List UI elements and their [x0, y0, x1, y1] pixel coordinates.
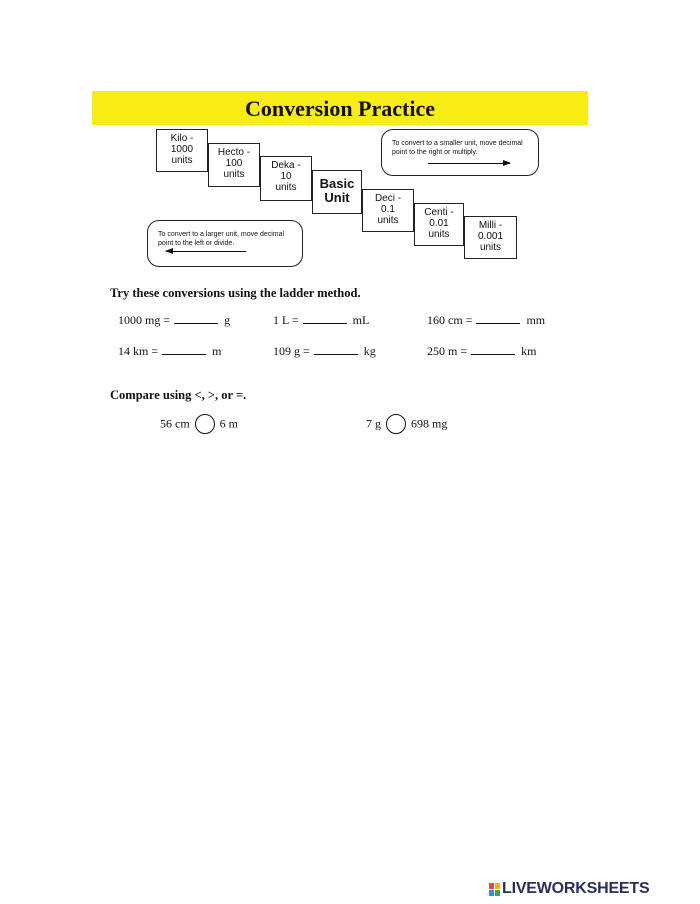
conversion-problem [427, 313, 545, 328]
ladder-step-basic: Basic Unit [312, 170, 362, 214]
comparison-answer-circle[interactable] [195, 414, 215, 434]
conversion-left: 250 m = [427, 344, 468, 358]
ladder-step-milli: Milli - 0.001 units [464, 216, 517, 259]
conversion-left: 109 g = [273, 344, 310, 358]
logo-text: LIVEWORKSHEETS [502, 880, 650, 897]
conversion-unit: m [212, 344, 222, 358]
conversion-problem [273, 313, 369, 328]
conversion-left: 1000 mg = [118, 313, 171, 327]
conversion-unit: g [224, 313, 231, 327]
answer-blank[interactable] [174, 313, 218, 324]
comparison-answer-circle[interactable] [386, 414, 406, 434]
answer-blank[interactable] [314, 344, 358, 355]
comparison-right: 6 m [219, 416, 239, 431]
conversion-problem [273, 344, 376, 359]
liveworksheets-logo-icon [489, 883, 500, 896]
compare-heading: Compare using <, >, or =. [110, 388, 247, 402]
comparison-left: 7 g [366, 416, 381, 431]
conversion-problem [118, 344, 221, 359]
title-bar [92, 91, 588, 125]
ladder-step-kilo: Kilo - 1000 units [156, 129, 208, 172]
note-smaller-unit [381, 129, 539, 176]
conversions-heading: Try these conversions using the ladder method. [110, 286, 361, 300]
logo-square [495, 883, 500, 889]
ladder-step-deka: Deka - 10 units [260, 156, 312, 201]
note-larger-text: To convert to a larger unit, move decimal point to the left or divide. [158, 231, 285, 247]
answer-blank[interactable] [303, 313, 347, 324]
comparison-problem [366, 414, 447, 434]
arrow-right-icon [428, 163, 510, 164]
comparison-problem [160, 414, 238, 434]
comparison-right: 698 mg [411, 416, 448, 431]
answer-blank[interactable] [162, 344, 206, 355]
logo-square [495, 890, 500, 896]
logo-square [489, 883, 494, 889]
page-title: Conversion Practice [245, 96, 435, 121]
conversion-unit: kg [363, 344, 376, 358]
ladder-step-centi: Centi - 0.01 units [414, 203, 464, 246]
logo-square [489, 890, 494, 896]
conversion-unit: mm [526, 313, 546, 327]
conversion-left: 1 L = [273, 313, 299, 327]
conversion-left: 160 cm = [427, 313, 473, 327]
conversion-unit: km [521, 344, 537, 358]
answer-blank[interactable] [476, 313, 520, 324]
note-smaller-text: To convert to a smaller unit, move decimal point to the right or multiply. [392, 140, 523, 156]
liveworksheets-logo [489, 880, 649, 898]
answer-blank[interactable] [471, 344, 515, 355]
comparison-left: 56 cm [160, 416, 190, 431]
ladder-step-hecto: Hecto - 100 units [208, 143, 260, 187]
conversion-problem [427, 344, 536, 359]
ladder-step-deci: Deci - 0.1 units [362, 189, 414, 232]
conversion-unit: mL [352, 313, 370, 327]
conversion-left: 14 km = [118, 344, 159, 358]
conversion-problem [118, 313, 230, 328]
note-larger-unit [147, 220, 303, 267]
arrow-left-icon [166, 251, 246, 252]
